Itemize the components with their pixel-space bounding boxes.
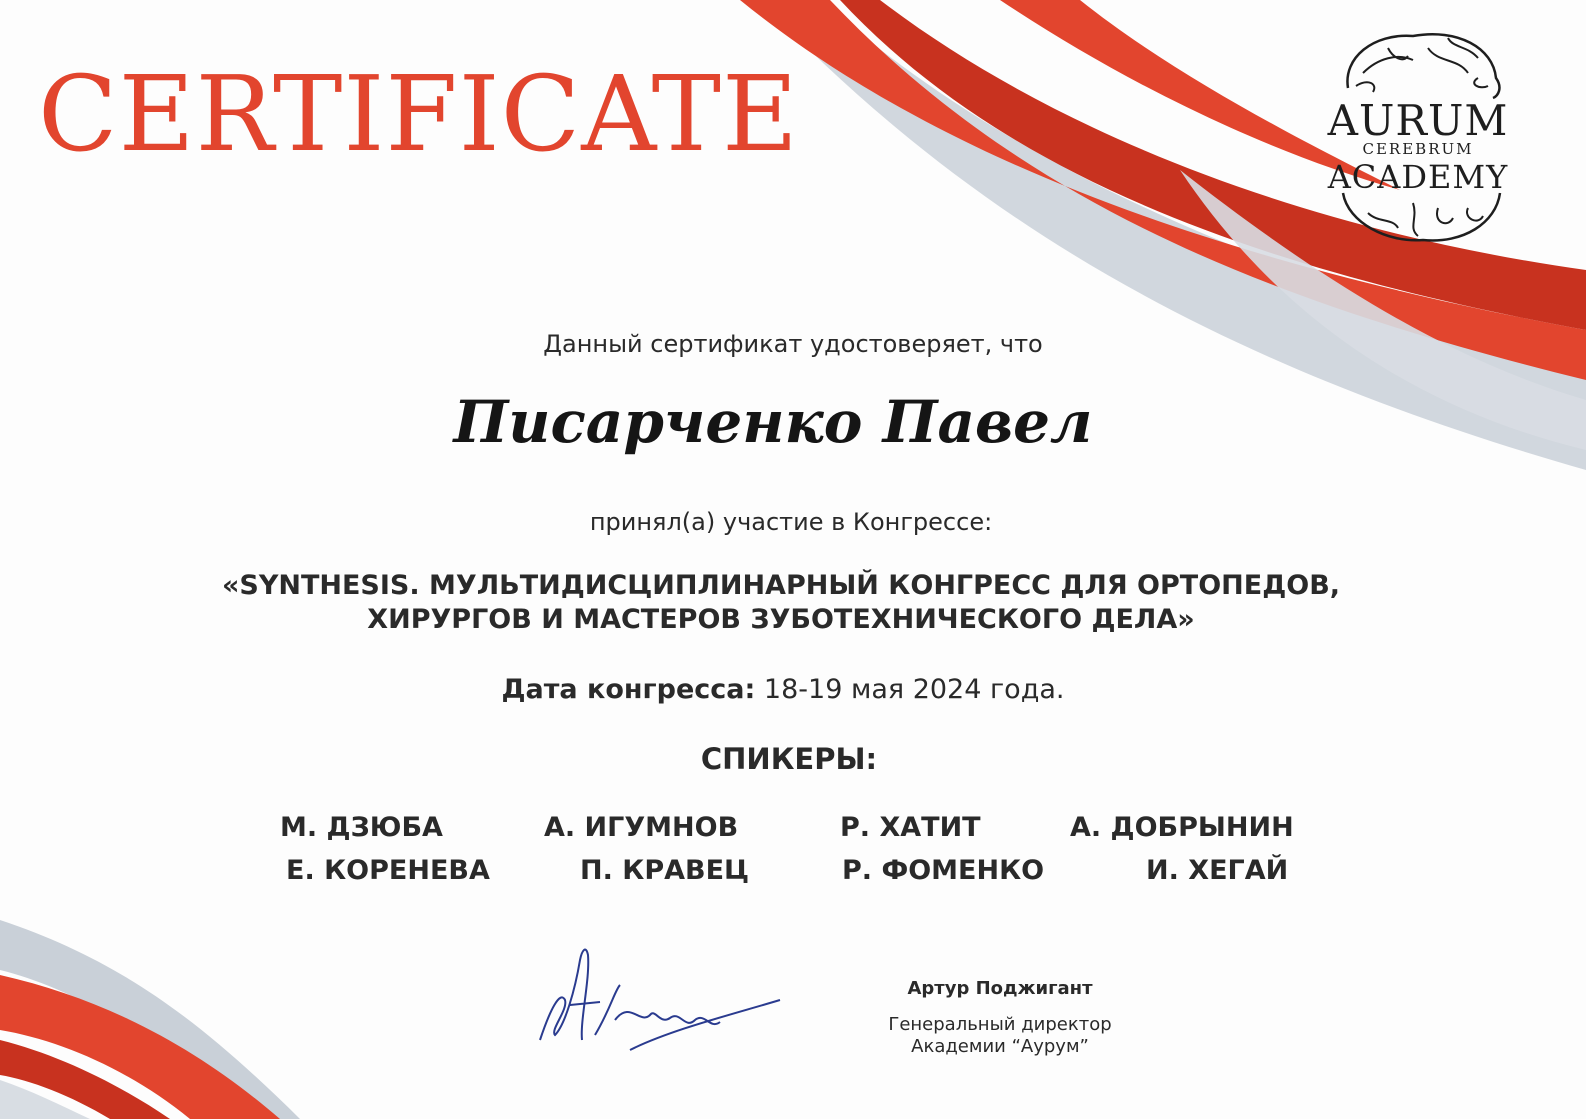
speaker-name: Р. ХАТИТ — [840, 812, 981, 843]
congress-date — [0, 674, 1576, 705]
speaker-name: И. ХЕГАЙ — [1146, 855, 1289, 886]
speaker-name: А. ИГУМНОВ — [544, 812, 739, 843]
congress-title-line2: ХИРУРГОВ И МАСТЕРОВ ЗУБОТЕХНИЧЕСКОГО ДЕЛА» — [367, 604, 1195, 635]
speaker-name: А. ДОБРЫНИН — [1070, 812, 1294, 843]
signer-position-line2: Академии “Аурум” — [911, 1036, 1089, 1057]
handwritten-signature — [520, 930, 800, 1070]
speaker-name: Е. КОРЕНЕВА — [286, 855, 490, 886]
congress-title-line1: «SYNTHESIS. МУЛЬТИДИСЦИПЛИНАРНЫЙ КОНГРЕСС ДЛЯ ОРТОПЕДОВ, — [221, 570, 1341, 601]
speaker-name: М. ДЗЮБА — [280, 812, 443, 843]
speaker-name: Р. ФОМЕНКО — [842, 855, 1045, 886]
logo-academy-text: ACADEMY — [1327, 158, 1509, 196]
congress-date-value: 18-19 мая 2024 года. — [763, 674, 1065, 705]
speakers-heading: СПИКЕРЫ: — [700, 742, 878, 776]
certificate-intro: Данный сертификат удостоверяет, что — [543, 330, 1043, 358]
logo-aurum-text: AURUM — [1327, 96, 1509, 145]
logo-cerebrum-text: CEREBRUM — [1362, 140, 1474, 158]
recipient-name: Писарченко Павел — [453, 388, 1093, 456]
certificate-title: CERTIFICATE — [38, 53, 799, 175]
signer-name: Артур Поджигант — [907, 978, 1093, 999]
signer-position-line1: Генеральный директор — [888, 1014, 1112, 1035]
participation-text: принял(а) участие в Конгрессе: — [589, 508, 993, 536]
congress-date-label: Дата конгресса: — [501, 674, 756, 705]
speaker-name: П. КРАВЕЦ — [580, 855, 750, 886]
aurum-academy-logo — [1318, 18, 1518, 258]
